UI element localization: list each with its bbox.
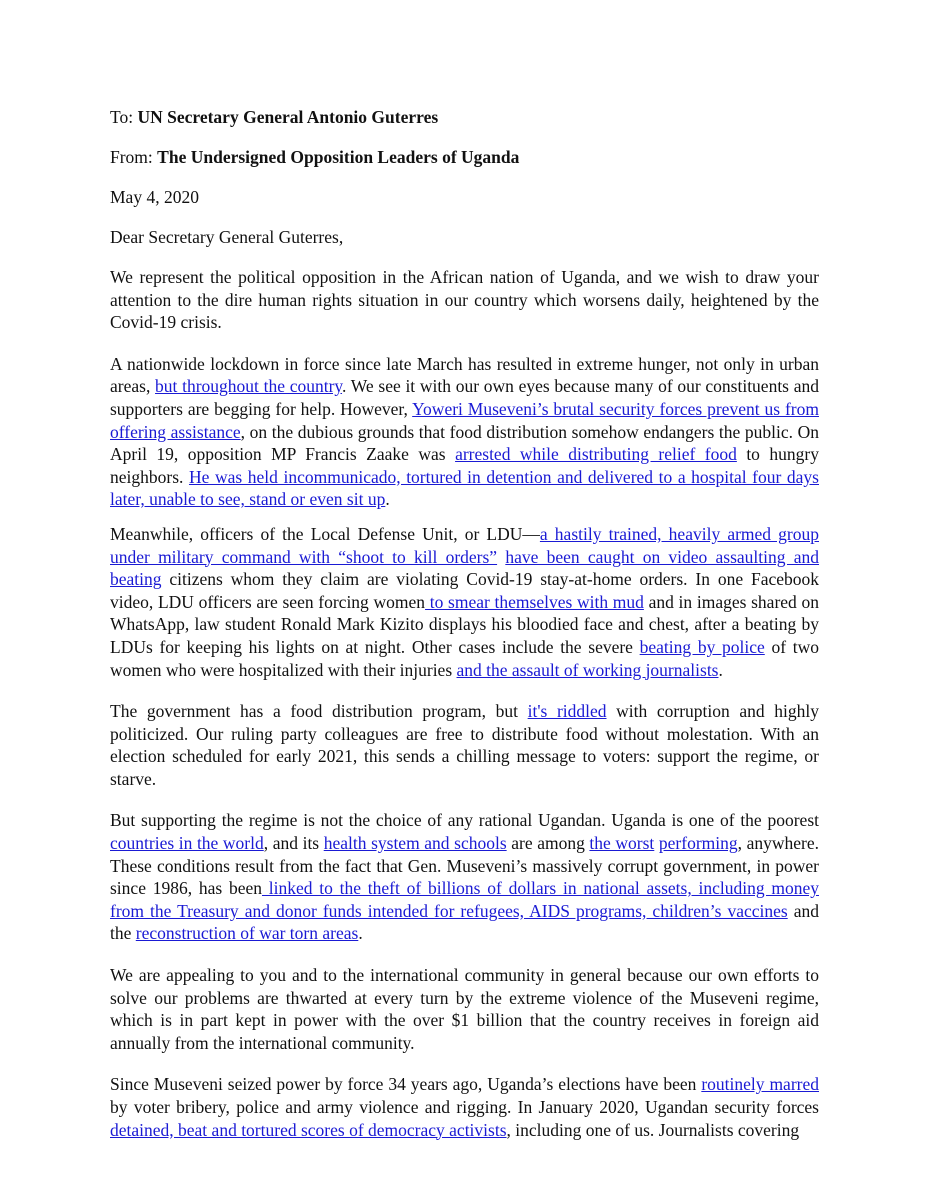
paragraph-appeal <box>110 964 819 1054</box>
paragraph-food-program <box>110 700 819 790</box>
link-beating-by-police[interactable]: beating by police <box>639 636 765 657</box>
link-security-forces[interactable]: Yoweri Museveni’s brutal security forces prevent us from offering assistance <box>110 398 819 442</box>
paragraph-text: citizens whom they claim are violating Covid-19 stay-at-home orders. In one Facebook video, LDU officers are seen forcing women <box>110 569 819 612</box>
link-the-worst[interactable]: the worst <box>589 833 655 854</box>
link-caught-on-video[interactable]: have been caught on video assaulting and beating <box>110 546 820 590</box>
link-throughout-country[interactable]: but throughout the country <box>155 376 343 397</box>
from-line <box>110 146 819 169</box>
paragraph-text: Since Museveni seized power by force 34 years ago, Uganda’s elections have been <box>110 1074 702 1095</box>
link-detained-activists[interactable]: detained, beat and tortured scores of democracy activists <box>110 1119 507 1140</box>
paragraph-text: , and its <box>263 833 324 854</box>
from-label: From: <box>110 147 153 167</box>
paragraph-text: of two women who were hospitalized with their injuries <box>110 636 819 680</box>
paragraph-text: , anywhere. These conditions result from the fact that Gen. Museveni’s massively corrupt government, in power since 1986, has been <box>110 833 819 899</box>
from-sender: The Undersigned Opposition Leaders of Uganda <box>157 147 520 167</box>
letter-date: May 4, 2020 <box>110 187 199 207</box>
link-countries-in-world[interactable]: countries in the world <box>110 833 264 854</box>
paragraph-text: , on the dubious grounds that food distribution somehow endangers the public. On April 19, opposition MP Francis Zaake was <box>110 421 819 465</box>
paragraph-text: . <box>718 659 723 680</box>
paragraph-text: A nationwide lockdown in force since late March has resulted in extreme hunger, not only in urban areas, <box>110 353 819 397</box>
to-line <box>110 106 819 129</box>
to-recipient: UN Secretary General Antonio Guterres <box>137 107 439 127</box>
link-routinely-marred[interactable]: routinely marred <box>701 1074 819 1095</box>
paragraph-text: are among <box>506 833 590 854</box>
paragraph-text: But supporting the regime is not the choice of any rational Ugandan. Uganda is one of the poorest <box>110 810 819 831</box>
salutation: Dear Secretary General Guterres, <box>110 227 344 247</box>
link-its-riddled[interactable]: it's riddled <box>527 701 607 722</box>
paragraph-elections <box>110 1073 819 1141</box>
link-hastily-trained-group[interactable]: a hastily trained, heavily armed group under military command with “shoot to kill orders” <box>110 523 819 567</box>
paragraph-text: We represent the political opposition in the African nation of Uganda, and we wish to draw your attention to the dire human rights situation in our country which worsens daily, heightened by the Covid-19 crisis. <box>110 267 819 333</box>
paragraph-text: . We see it with our own eyes because many of our constituents and supporters are begging for help. However, <box>110 376 819 419</box>
paragraph-text: by voter bribery, police and army violence and rigging. In January 2020, Ugandan security forces <box>110 1097 819 1117</box>
link-assault-journalists[interactable]: and the assault of working journalists <box>456 659 719 680</box>
link-theft-billions[interactable]: linked to the theft of billions of dollars in national assets, including money from the Treasury and donor funds intended for refugees, AIDS programs, children’s vaccines <box>110 878 819 921</box>
link-arrested-relief-food[interactable]: arrested while distributing relief food <box>455 444 737 465</box>
link-performing[interactable]: performing <box>658 833 738 854</box>
paragraph-ldu <box>110 523 819 681</box>
paragraph-text: The government has a food distribution program, but <box>110 701 528 722</box>
link-health-system-schools[interactable]: health system and schools <box>323 833 507 854</box>
paragraph-text: with corruption and highly politicized. Our ruling party colleagues are free to distribute food without molestation. With an election scheduled for early 2021, this sends a chilling message to voters: support the regime, or starve. <box>110 701 819 789</box>
paragraph-text: Meanwhile, officers of the Local Defense Unit, or LDU— <box>110 523 540 544</box>
link-held-incommunicado[interactable]: He was held incommunicado, tortured in detention and delivered to a hospital four days later, unable to see, stand or even sit up <box>110 466 819 510</box>
to-label: To: <box>110 107 134 127</box>
link-reconstruction[interactable]: reconstruction of war torn areas <box>135 923 359 944</box>
paragraph-text: We are appealing to you and to the international community in general because our own efforts to solve our problems are thwarted at every turn by the extreme violence of the Museveni regime, which is in part kept in power with the over $1 billion that the country receives in foreign aid annually from the international community. <box>110 965 819 1053</box>
paragraph-text: . <box>358 923 363 944</box>
paragraph-text: and in images shared on WhatsApp, law student Ronald Mark Kizito displays his bloodied face and chest, after a beating by LDUs for keeping his lights on at night. Other cases include the severe <box>110 591 819 657</box>
paragraph-lockdown <box>110 353 819 511</box>
paragraph-text: and the <box>110 900 819 944</box>
paragraph-intro <box>110 266 819 334</box>
paragraph-text: to hungry neighbors. <box>110 444 819 487</box>
link-smear-with-mud[interactable]: to smear themselves with mud <box>425 591 644 612</box>
paragraph-text: , including one of us. Journalists covering <box>506 1119 800 1140</box>
paragraph-corruption <box>110 809 819 945</box>
paragraph-text: . <box>385 489 390 510</box>
